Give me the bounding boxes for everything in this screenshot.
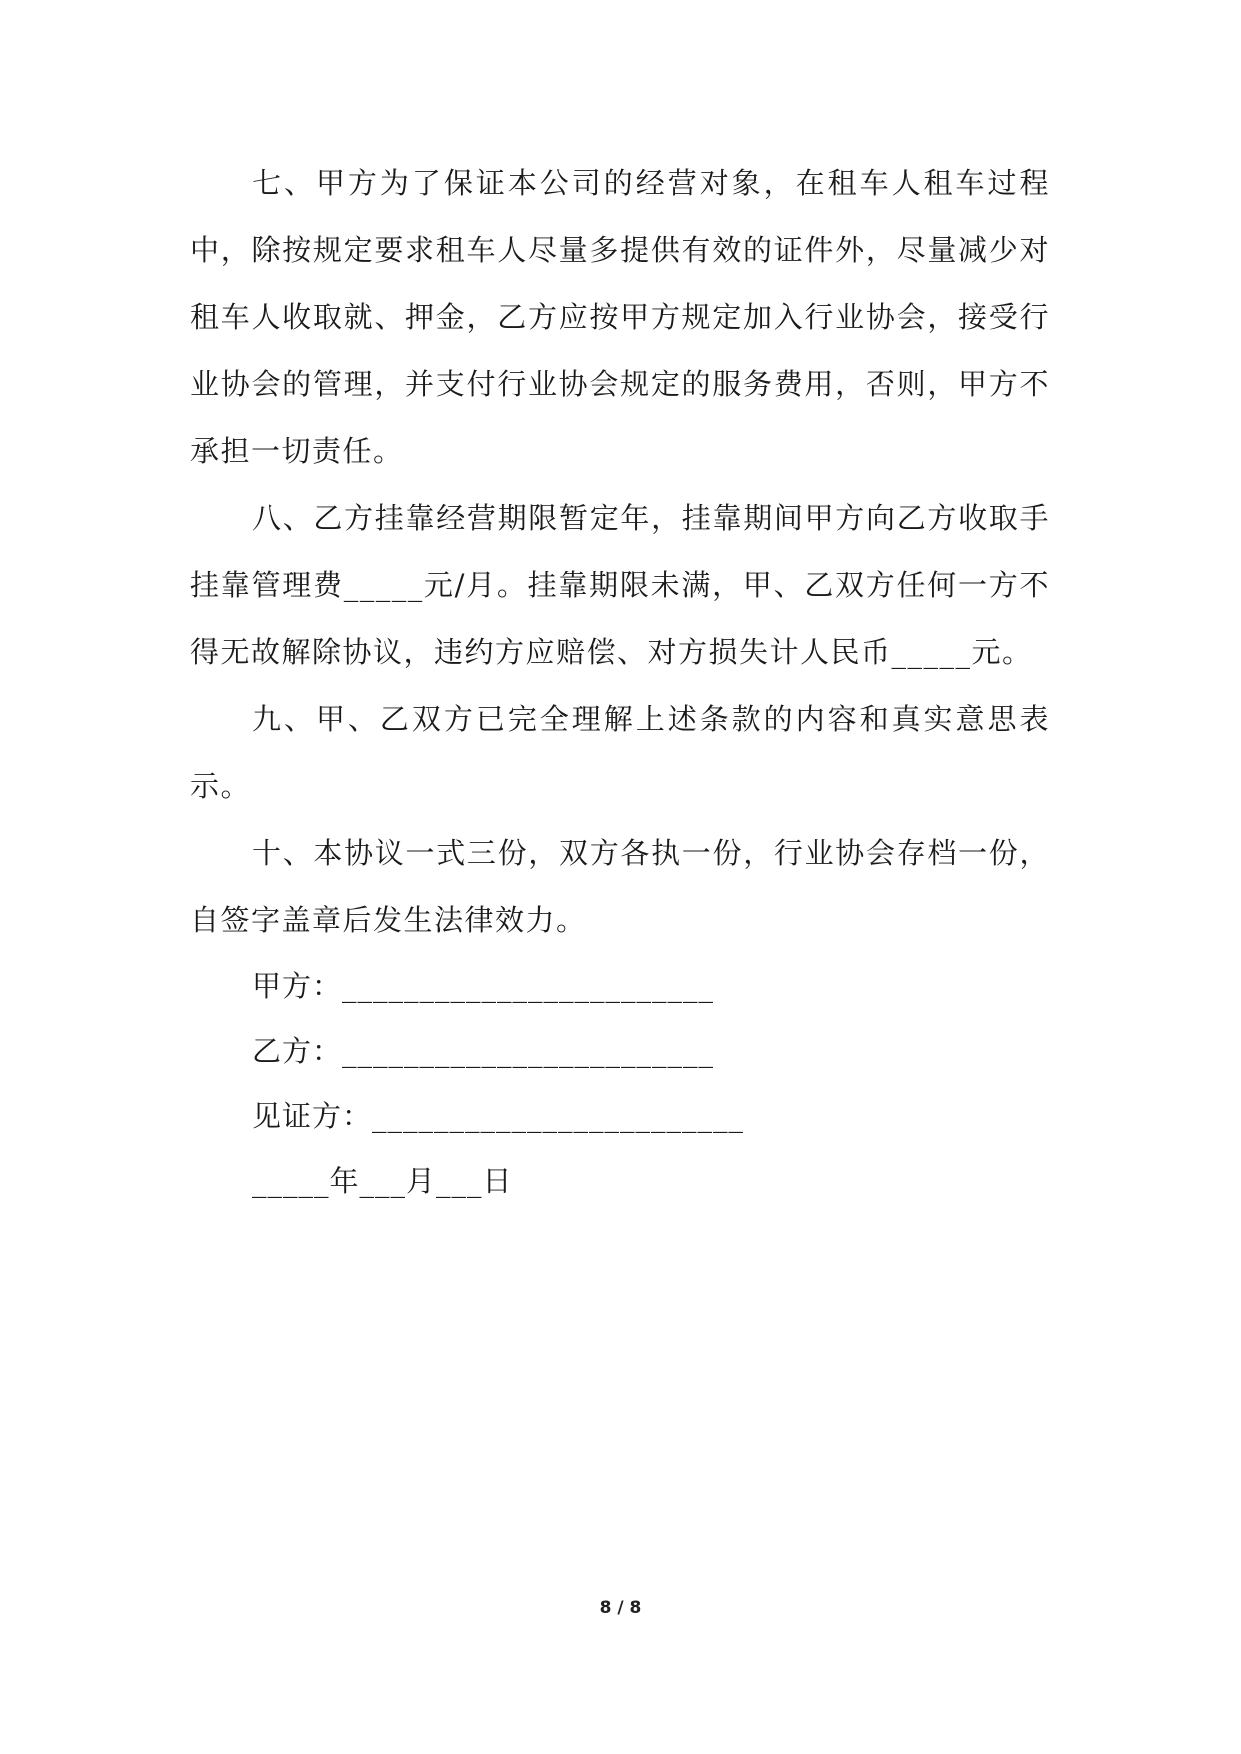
- signature-party-b: 乙方：________________________: [252, 1034, 715, 1068]
- document-body: [190, 150, 1050, 1214]
- page-number: 8 / 8: [599, 1598, 642, 1618]
- clause-7: 七、甲方为了保证本公司的经营对象，在租车人租车过程中，除按规定要求租车人尽量多提供有效的证件外，尽量减少对租车人收取就、押金，乙方应按甲方规定加入行业协会，接受行业协会的管理，并支付行业协会规定的服务费用，否则，甲方不承担一切责任。: [190, 166, 1050, 468]
- signature-party-a: 甲方：________________________: [252, 969, 715, 1003]
- signature-witness: 见证方：________________________: [252, 1099, 745, 1133]
- signature-date: _____年___月___日: [252, 1164, 513, 1198]
- clause-9: 九、甲、乙双方已完全理解上述条款的内容和真实意思表示。: [190, 702, 1050, 803]
- clause-10: 十、本协议一式三份，双方各执一份，行业协会存档一份，自签字盖章后发生法律效力。: [190, 836, 1050, 937]
- clause-8: 八、乙方挂靠经营期限暂定年，挂靠期间甲方向乙方收取手挂靠管理费_____元/月。挂靠期限未满，甲、乙双方任何一方不得无故解除协议，违约方应赔偿、对方损失计人民币_____元。: [190, 501, 1050, 669]
